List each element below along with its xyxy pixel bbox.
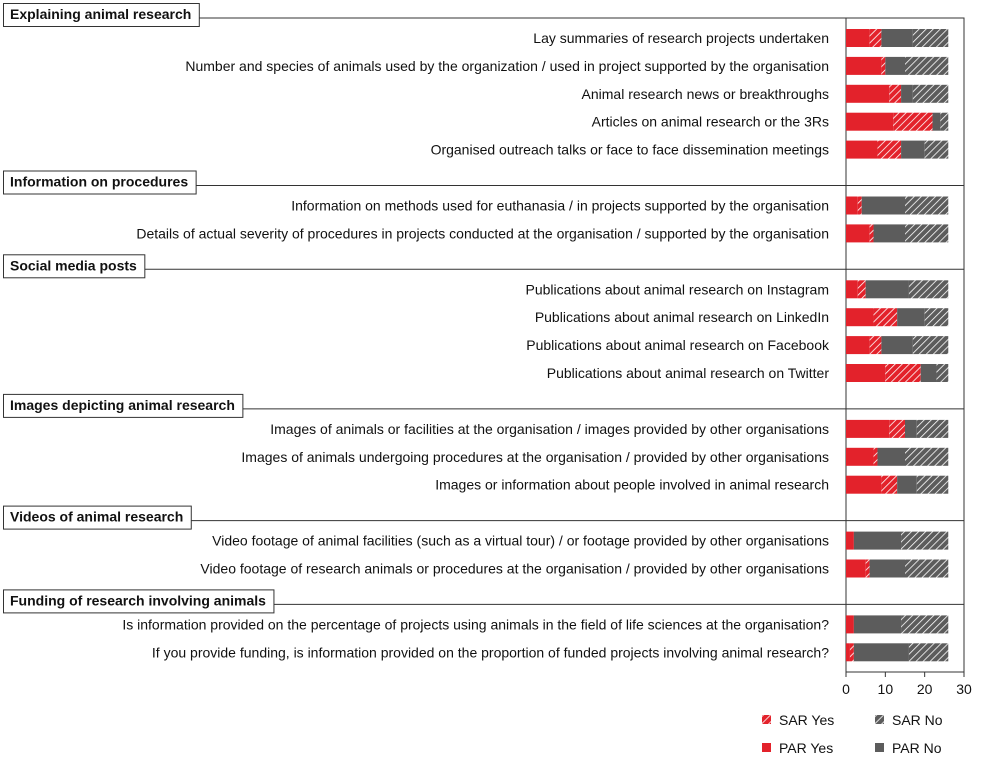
category-label: If you provide funding, is information provided on the proportion of funded projects involving animal research?	[151, 644, 829, 661]
x-tick-label: 10	[877, 681, 894, 697]
section-title: Explaining animal research	[10, 6, 192, 22]
bar-segment-sar-yes	[866, 560, 870, 578]
section-title: Social media posts	[10, 257, 137, 274]
bar-segment-sar-no	[913, 85, 948, 103]
bar-segment-sar-no	[917, 420, 948, 438]
category-label: Organised outreach talks or face to face dissemination meetings	[430, 141, 829, 158]
bar-segment-sar-no	[913, 29, 948, 47]
category-label: Images of animals or facilities at the organisation / images provided by other organisations	[270, 420, 829, 437]
category-label: Publications about animal research on Twitter	[546, 365, 829, 381]
section-title: Images depicting animal research	[10, 396, 235, 413]
category-label: Lay summaries of research projects undertaken	[533, 30, 829, 46]
bar-segment-sar-no	[905, 448, 948, 466]
bar-segment-par-yes	[846, 532, 854, 550]
category-label: Images or information about people involved in animal research	[435, 476, 829, 493]
category-label: Number and species of animals used by the organization / used in project supported by the organisation	[185, 57, 829, 74]
bar-segment-sar-no	[905, 224, 948, 242]
bar-segment-sar-no	[940, 113, 948, 131]
bar-segment-par-yes	[846, 448, 874, 466]
bar-segment-par-yes	[846, 141, 877, 159]
bar-segment-par-yes	[846, 29, 870, 47]
category-label: Video footage of research animals or procedures at the organisation / provided by other organisations	[200, 560, 829, 577]
section-title: Funding of research involving animals	[10, 592, 266, 609]
legend-swatch-sar-no	[875, 715, 884, 724]
category-label: Publications about animal research on Facebook	[526, 337, 829, 354]
bar-segment-par-no	[881, 29, 912, 47]
bar-segment-par-no	[901, 141, 925, 159]
bar-segment-sar-yes	[885, 364, 920, 382]
bar-segment-sar-no	[917, 476, 948, 494]
bar-segment-par-yes	[846, 560, 866, 578]
bar-segment-par-no	[854, 643, 909, 661]
bar-segment-par-yes	[846, 197, 858, 215]
legend-label: PAR Yes	[779, 740, 834, 756]
section-title: Information on procedures	[10, 173, 189, 190]
bar-segment-sar-no	[905, 560, 948, 578]
category-label: Video footage of animal facilities (such as a virtual tour) / or footage provided by other organisations	[212, 532, 829, 549]
bar-segment-par-no	[854, 615, 901, 633]
bar-segment-par-yes	[846, 85, 889, 103]
legend-swatch-par-yes	[762, 743, 771, 752]
legend-label: PAR No	[892, 740, 942, 756]
bar-segment-sar-no	[936, 364, 948, 382]
bar-segment-par-yes	[846, 615, 854, 633]
bar-segment-par-no	[870, 560, 905, 578]
bar-segment-par-yes	[846, 364, 885, 382]
category-label: Articles on animal research or the 3Rs	[591, 113, 829, 130]
bar-segment-par-no	[933, 113, 941, 131]
bar-segment-par-no	[862, 197, 905, 215]
legend	[762, 712, 943, 756]
category-label: Details of actual severity of procedures in projects conducted at the organisation / supported by the organisation	[136, 225, 829, 242]
bar-segment-sar-yes	[870, 336, 882, 354]
bar-segment-sar-no	[901, 615, 948, 633]
legend-label: SAR No	[892, 712, 943, 728]
bar-segment-par-yes	[846, 280, 858, 298]
bar-segment-par-no	[854, 532, 901, 550]
bar-segment-sar-yes	[870, 29, 882, 47]
bar-segment-sar-yes	[874, 308, 898, 326]
bar-segment-sar-yes	[870, 224, 874, 242]
bar-segment-sar-no	[913, 336, 948, 354]
bar-segment-sar-no	[905, 57, 948, 75]
bar-segment-par-no	[901, 85, 913, 103]
bar-segment-sar-yes	[874, 448, 878, 466]
bar-segment-par-no	[881, 336, 912, 354]
category-label: Images of animals undergoing procedures at the organisation / provided by other organisations	[241, 448, 829, 465]
bar-segment-par-yes	[846, 57, 881, 75]
bar-segment-sar-yes	[893, 113, 932, 131]
x-tick-label: 30	[956, 681, 972, 697]
bar-segment-sar-no	[925, 141, 949, 159]
bar-segment-par-yes	[846, 224, 870, 242]
bar-segment-par-yes	[846, 420, 889, 438]
category-label: Publications about animal research on Instagram	[525, 281, 829, 298]
bar-segment-sar-no	[905, 197, 948, 215]
legend-swatch-par-no	[875, 743, 884, 752]
bar-segment-sar-no	[901, 532, 948, 550]
bar-segment-par-no	[874, 224, 905, 242]
category-label: Publications about animal research on LinkedIn	[534, 309, 829, 326]
bar-segment-sar-no	[925, 308, 949, 326]
bar-segment-par-yes	[846, 308, 874, 326]
bar-segment-par-yes	[846, 113, 893, 131]
bar-segment-par-no	[921, 364, 937, 382]
section-title: Videos of animal research	[10, 508, 184, 525]
bar-segment-sar-yes	[881, 476, 897, 494]
bar-segment-par-no	[905, 420, 917, 438]
bar-segment-sar-yes	[889, 420, 905, 438]
x-axis	[842, 672, 972, 697]
legend-label: SAR Yes	[779, 712, 835, 728]
bar-segment-par-no	[866, 280, 909, 298]
x-tick-label: 0	[842, 681, 850, 697]
legend-swatch-sar-yes	[762, 715, 771, 724]
bar-segment-par-no	[897, 308, 925, 326]
category-label: Information on methods used for euthanasia / in projects supported by the organisation	[291, 197, 829, 214]
category-label: Animal research news or breakthroughs	[581, 85, 829, 102]
bar-segment-sar-yes	[877, 141, 901, 159]
x-tick-label: 20	[916, 681, 933, 697]
bar-segment-par-yes	[846, 643, 850, 661]
bar-segment-sar-no	[909, 280, 948, 298]
bar-segment-sar-yes	[889, 85, 901, 103]
bar-segment-sar-yes	[850, 643, 854, 661]
bar-segment-sar-yes	[881, 57, 885, 75]
bar-segment-par-no	[897, 476, 917, 494]
bar-segment-par-no	[885, 57, 905, 75]
bar-segment-par-no	[877, 448, 905, 466]
bar-segment-sar-yes	[858, 280, 866, 298]
bar-segment-par-yes	[846, 476, 881, 494]
bar-segment-par-yes	[846, 336, 870, 354]
category-label: Is information provided on the percentage of projects using animals in the field of life sciences at the organisation?	[122, 616, 829, 633]
bars-layer	[122, 29, 948, 661]
bar-segment-sar-no	[909, 643, 948, 661]
bar-segment-sar-yes	[858, 197, 862, 215]
